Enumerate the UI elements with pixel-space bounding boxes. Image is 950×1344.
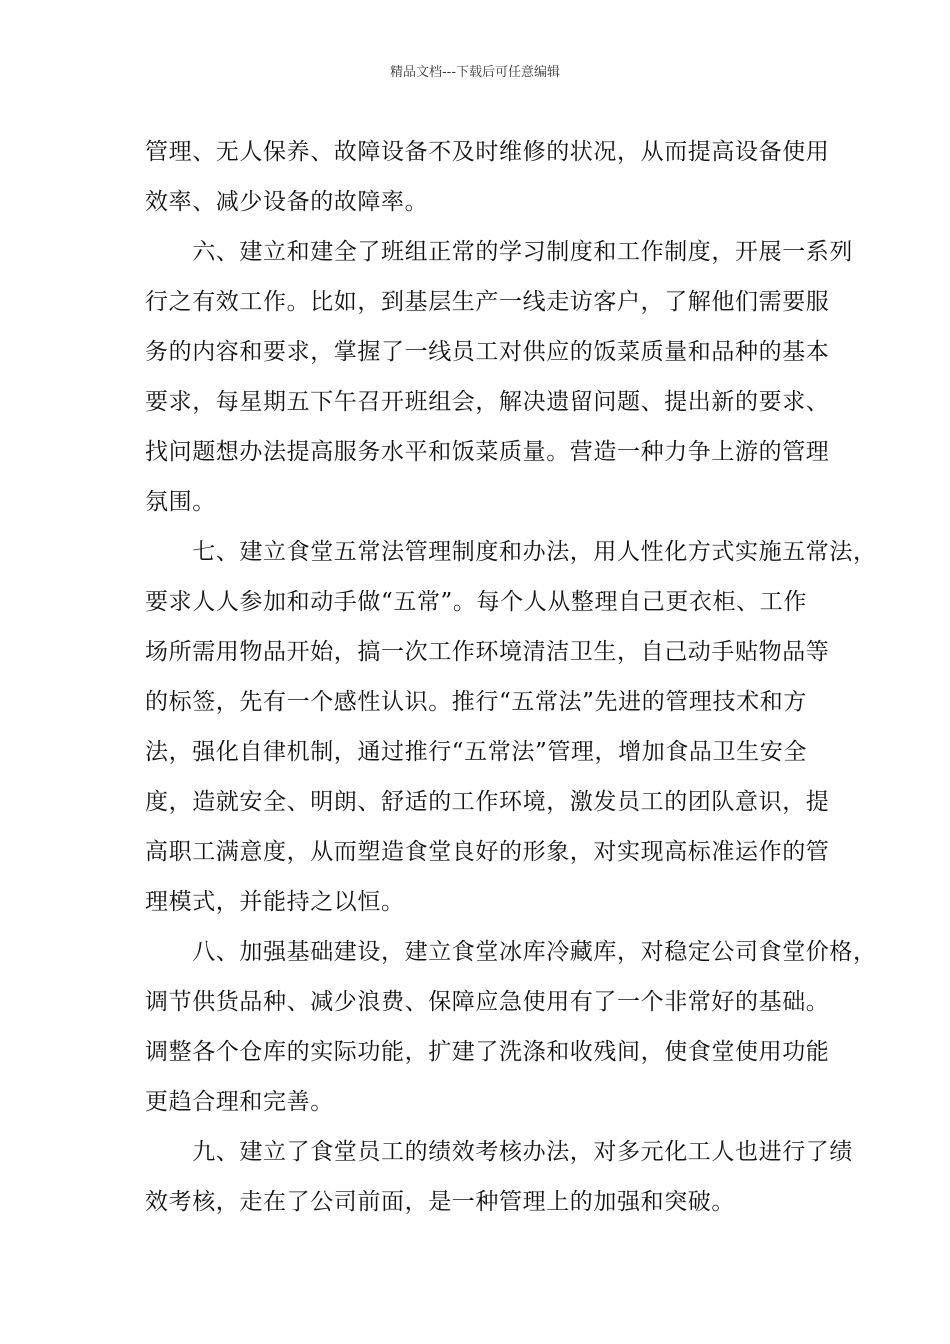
text-line: 要求人人参加和动手做“五常”。每个人从整理自己更衣柜、工作: [145, 589, 807, 615]
text-line: 场所需用物品开始，搞一次工作环境清洁卫生，自己动手贴物品等: [145, 639, 830, 665]
text-line: 氛围。: [145, 489, 216, 515]
text-line: 更趋合理和完善。: [145, 1089, 334, 1115]
text-line: 九、建立了食堂员工的绩效考核办法，对多元化工人也进行了绩: [145, 1139, 853, 1165]
text-line: 法，强化自律机制，通过推行“五常法”管理，增加食品卫生安全: [145, 739, 807, 765]
text-line: 务的内容和要求，掌握了一线员工对供应的饭菜质量和品种的基本: [145, 339, 830, 365]
text-line: 效率、减少设备的故障率。: [145, 189, 429, 215]
paragraph-4: [145, 927, 877, 1127]
text-line: 七、建立食堂五常法管理制度和办法，用人性化方式实施五常法，: [145, 539, 877, 565]
text-line: 行之有效工作。比如，到基层生产一线走访客户，了解他们需要服: [145, 289, 830, 315]
document-body: [145, 127, 877, 1227]
page-header: 精品文档---下载后可任意编辑: [389, 65, 561, 80]
text-line: 理模式，并能持之以恒。: [145, 889, 405, 915]
text-line: 效考核，走在了公司前面，是一种管理上的加强和突破。: [145, 1189, 735, 1215]
text-line: 的标签，先有一个感性认识。推行“五常法”先进的管理技术和方: [145, 689, 807, 715]
paragraph-2: [145, 227, 853, 527]
text-line: 调整各个仓库的实际功能，扩建了洗涤和收残间，使食堂使用功能: [145, 1039, 830, 1065]
text-line: 六、建立和建全了班组正常的学习制度和工作制度，开展一系列: [145, 239, 853, 265]
text-line: 管理、无人保养、故障设备不及时维修的状况，从而提高设备使用: [145, 139, 830, 165]
text-line: 度，造就安全、明朗、舒适的工作环境，激发员工的团队意识，提: [145, 789, 830, 815]
text-line: 要求，每星期五下午召开班组会，解决遗留问题、提出新的要求、: [145, 389, 830, 415]
paragraph-5: [145, 1127, 853, 1227]
text-line: 找问题想办法提高服务水平和饭菜质量。营造一种力争上游的管理: [145, 439, 830, 465]
text-line: 八、加强基础建设，建立食堂冰库冷藏库，对稳定公司食堂价格，: [145, 939, 877, 965]
text-line: 高职工满意度，从而塑造食堂良好的形象，对实现高标准运作的管: [145, 839, 830, 865]
paragraph-1: [145, 127, 835, 227]
paragraph-3: [145, 527, 877, 927]
text-line: 调节供货品种、减少浪费、保障应急使用有了一个非常好的基础。: [145, 989, 830, 1015]
